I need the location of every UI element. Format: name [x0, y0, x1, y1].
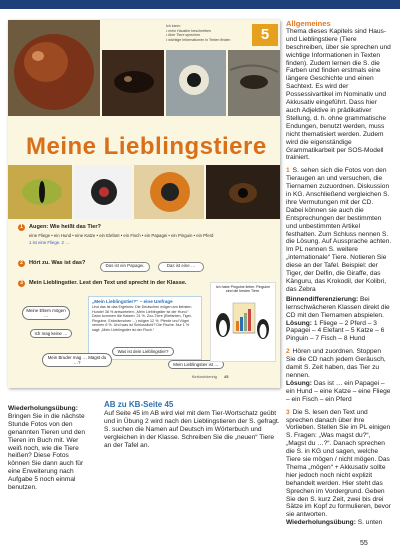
allgemeines-heading: Allgemeines	[286, 19, 331, 28]
allgemeines-text: Thema dieses Kapitels sind Haus- und Lieblingstiere (Tiere beschreiben, über sie sprechen und wichtige Informationen in Texten finden). Zudem lernen die S. die Farben und finden erstmals eine längere Geschichte und einen Sachtext. Es wird der Possessivartikel im Nominativ und Akkusativ eingeführt. Dass hier auch Adjektive in prädikativer Stellung, d. h. ohne grammatische Endungen, benutzt werden, muss nicht thematisiert werden. Zudem wird die eigenständige Grammatikarbeit per SOS-Modell trainiert.	[286, 27, 391, 162]
bottom-left-text: Bringen Sie in die nächste Stunde Fotos von den genannten Tieren und den Tieren im Buch mit. Wer weiß noch, wie die Tiere heißen? Diese Fotos können Sie dann auch für eine Erweiterung nach Aufgabe 5 noch einmal benutzen.	[8, 412, 85, 492]
book-footer	[192, 374, 228, 379]
art-caption: Ich habe Pinguine lieber. Pinguine sind die besten Tiere.	[215, 285, 271, 294]
exercise-3	[286, 409, 392, 520]
strip-photos	[8, 165, 280, 221]
exercise-number: 2	[286, 348, 290, 356]
top-bar	[0, 0, 400, 9]
goal-line: • wichtige Informationen in Texten finden	[166, 37, 231, 42]
exercise-text: S. sehen sich die Fotos von den Tieraugen an und versuchen, die Tiernamen zuzuordnen. Diskussion in KG. Anschließend vergleichen S. ihre Vermutungen mit der CD. Dabei können sie auch die Entsprechungen der bestimmten und unbestimmten Artikel festhalten. Zum Schluss nennen S. die Lösung. Auf Aussprache achten. Im PL nennen S. weitere „internationale“ Tiere. Notieren Sie diese an der Tafel. Beispiel: der Tiger, der Delfin, die Giraffe, das Känguru, das Krokodil, der Kolibri, das Zebra	[286, 167, 392, 293]
task-number: 2	[18, 260, 25, 267]
binnen-block	[286, 296, 392, 320]
task-heading: Hört zu. Was ist das?	[29, 260, 86, 266]
survey-body: Und das ist das Ergebnis: Die Deutschen mögen am liebsten Hunde! 36 % antworteten: „Mein Lieblingstier ist der Hund.“ Dann kommen die Katzen: 21 %. Zoo-Tiere (Elefanten, Tiger, Pinguine, Erdmännchen ...) mögen 12 %. Pferde und Vögel nennen 6 %. Und was ist Schlusslicht? Die Fische. Nur 1 % sagt: „Mein Lieblingstier ist der Fisch.“	[92, 305, 192, 332]
page-number: 55	[360, 540, 368, 547]
wiederholung-label: Wiederholungsübung:	[286, 519, 356, 527]
task-number: 3	[18, 280, 25, 287]
loesung-label: Lösung:	[286, 319, 313, 327]
task-heading: Augen: Wie heißt das Tier?	[29, 224, 101, 230]
wiederholung-ref	[286, 519, 392, 527]
unit-goals	[166, 24, 248, 42]
speech-bubble: Mein Bruder mag … Magst du …?	[42, 353, 112, 367]
loesung-label: Lösung:	[286, 379, 313, 387]
footer-label: fünfundvierzig	[192, 374, 217, 379]
survey-title: „Mein Lieblingstier?“ – eine Umfrage	[92, 299, 173, 304]
unit-number: 5	[252, 24, 278, 46]
penguin-artwork	[210, 282, 276, 362]
ab-text: Auf Seite 45 im AB wird viel mit dem Tier-Wortschatz geübt und in Übung 2 wird nach den Lieblingstieren der S. gefragt. S. suchen die Namen auf Deutsch im Wörterbuch und vergleichen in der Klasse. Schreiben Sie die „neuen“ Tiere an der Tafel an.	[104, 410, 280, 449]
exercise-number: 1	[286, 167, 290, 175]
task-number: 1	[18, 224, 25, 231]
right-column	[286, 20, 392, 527]
textbook-page	[8, 20, 280, 388]
task-1	[18, 224, 273, 246]
loesung-1	[286, 320, 392, 344]
wiederholung-text: S. unten	[357, 519, 383, 527]
speech-bubble: Was ist dein Lieblingstier?	[112, 347, 174, 356]
footer-page: 45	[224, 374, 229, 379]
speech-bubble: Meine Eltern mögen …	[22, 306, 70, 320]
binnen-text: Bei lernschwächeren Klassen direkt die CD mit den Tiernamen abspielen.	[286, 295, 390, 319]
bottom-left-heading: Wiederholungsübung:	[8, 405, 78, 412]
binnen-heading: Binnendifferenzierung:	[286, 295, 359, 303]
loesung-2	[286, 380, 392, 404]
loesung-text: 1 Fliege – 2 Pferd – 3 Papagei – 4 Elefant – 5 Katze – 6 Pinguin – 7 Fisch – 8 Hund	[286, 319, 385, 343]
bottom-mid-column	[104, 400, 280, 450]
task-items: eine Fliege • ein Hund • eine Katze • ein Elefant • ein Fisch • ein Papagei • ein Pinguin • ein Pferd	[29, 233, 214, 238]
exercise-2	[286, 348, 392, 380]
speech-bubble: Ich mag keine …	[30, 329, 72, 338]
loesung-text: Das ist … ein Papagei – ein Hund – eine Katze – eine Fliege – ein Fisch – ein Pferd	[286, 379, 391, 403]
page-title: Meine Lieblingstiere	[26, 133, 267, 160]
bar-figure	[211, 295, 275, 353]
bottom-left-column	[8, 405, 92, 492]
bubble-b: Das ist eine …	[158, 262, 204, 272]
goal-line: • mein Haustier beschreiben	[166, 28, 212, 33]
task-heading: Mein Lieblingstier. Lest den Text und sprecht in der Klasse.	[29, 280, 187, 286]
bubble-a: Das ist ein Papagei.	[100, 262, 150, 272]
exercise-1	[286, 167, 392, 294]
exercise-text: Hören und zuordnen. Stoppen Sie die CD nach jedem Geräusch, damit S. Zeit haben, das Tier zu nennen.	[286, 348, 386, 379]
exercise-text: Die S. lesen den Text und sprechen danach über ihre Vorlieben. Stellen Sie im PL einigen S. Fragen: „Was magst du?“, „Magst du …?“. Danach sprechen die S. in KG und sagen, welche Tiere sie mögen / nicht mögen. Das Thema „mögen“ + Akkusativ sollte hier jedoch noch nicht explizit behandelt werden. Hier steht das Sprechen im Vordergrund. Geben Sie den S. kurz Zeit, zwei bis drei Sätze im Kopf zu formulieren, bevor sie antworten.	[286, 408, 391, 519]
task-answer: 1 ist eine Fliege. 2 …	[29, 240, 70, 246]
exercise-number: 3	[286, 408, 290, 416]
speech-bubble: Mein Lieblingstier ist …	[168, 360, 224, 369]
goal-line: • über Tiere sprechen	[166, 33, 201, 38]
animal-eye-strip	[8, 165, 280, 221]
goal-line: Ich kann:	[166, 24, 181, 28]
ab-heading: AB zu KB-Seite 45	[104, 400, 174, 409]
